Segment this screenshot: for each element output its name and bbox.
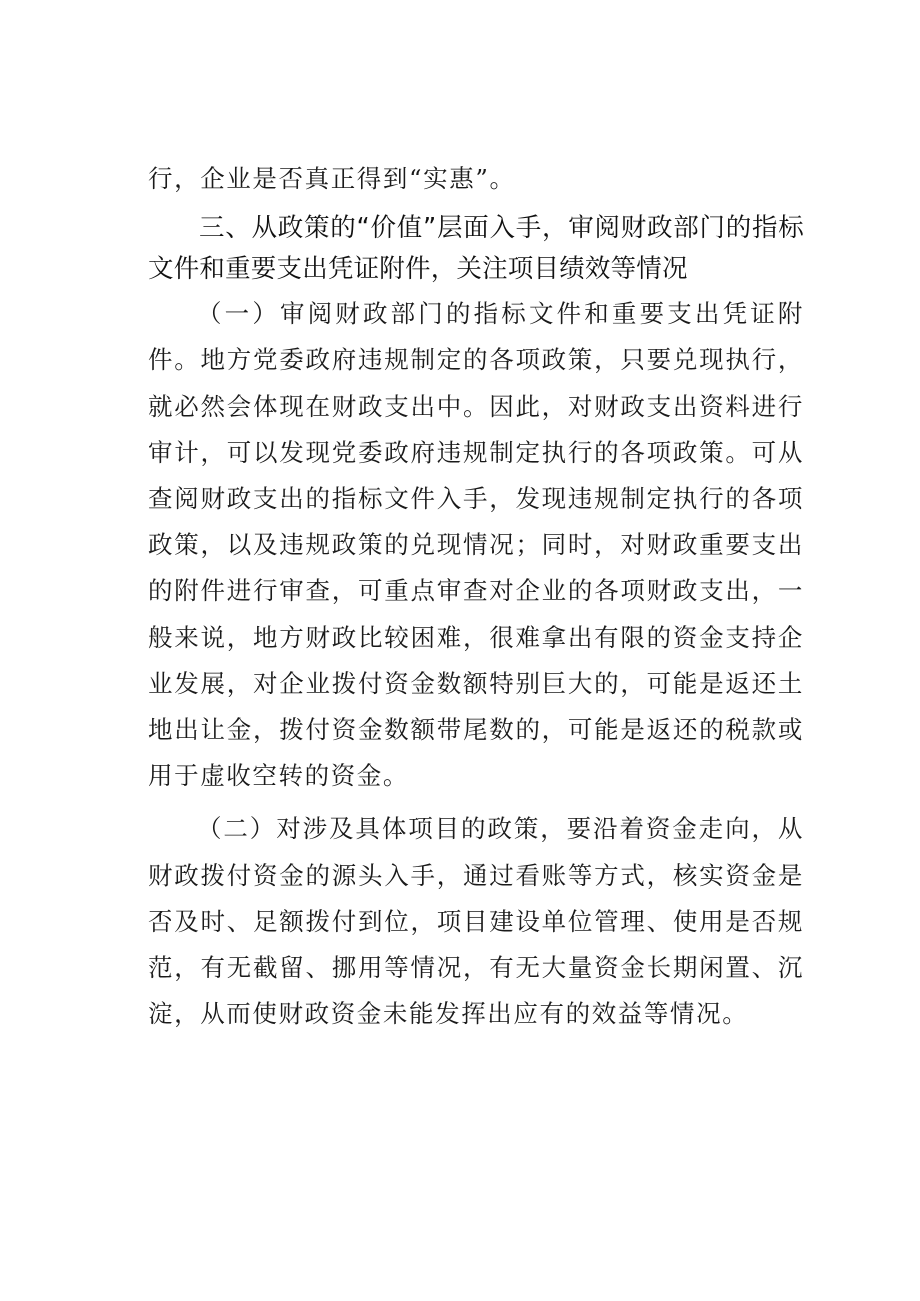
paragraph-two: （二）对涉及具体项目的政策，要沿着资金走向，从财政拨付资金的源头入手，通过看账等方式，核实资金是否及时、足额拨付到位，项目建设单位管理、使用是否规范，有无截留、挪用等情况，有无大量资金长期闲置、沉淀，从而使财政资金未能发挥出应有的效益等情况。 — [148, 814, 804, 1029]
continuation-text: 行，企业是否真正得到“实惠”。 — [148, 164, 516, 193]
section-heading: 三、从政策的“价值”层面入手，审阅财政部门的指标文件和重要支出凭证附件，关注项目绩效等情况 — [148, 213, 804, 285]
paragraph-one: （一）审阅财政部门的指标文件和重要支出凭证附件。地方党委政府违规制定的各项政策，只要兑现执行，就必然会体现在财政支出中。因此，对财政支出资料进行审计，可以发现党委政府违规制定执行的各项政策。可从查阅财政支出的指标文件入手，发现违规制定执行的各项政策，以及违规政策的兑现情况；同时，对财政重要支出的附件进行审查，可重点审查对企业的各项财政支出，一般来说，地方财政比较困难，很难拿出有限的资金支持企业发展，对企业拨付资金数额特别巨大的，可能是返还土地出让金，拨付资金数额带尾数的，可能是返还的税款或用于虚收空转的资金。 — [148, 299, 804, 791]
document-body — [148, 156, 804, 1037]
